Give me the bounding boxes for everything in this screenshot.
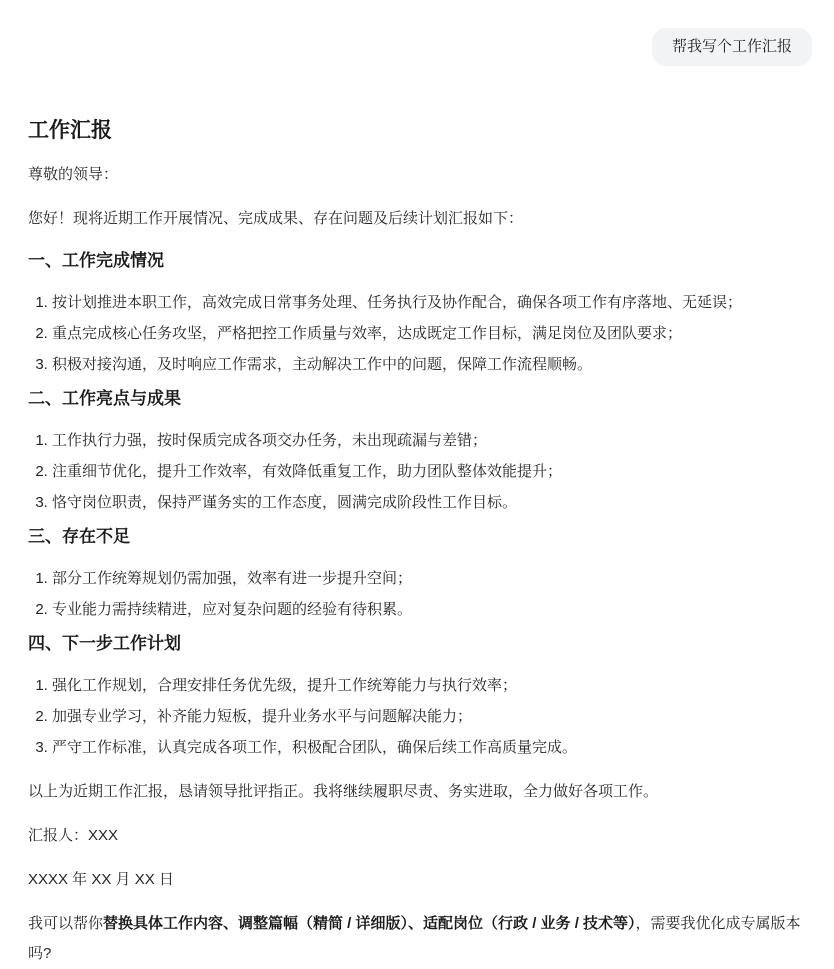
list-item: 2. 重点完成核心任务攻坚，严格把控工作质量与效率，达成既定工作目标，满足岗位及团队要求； <box>52 319 806 349</box>
section-list <box>28 426 806 518</box>
list-item: 1. 按计划推进本职工作，高效完成日常事务处理、任务执行及协作配合，确保各项工作有序落地、无延误； <box>52 288 806 318</box>
section-list <box>28 564 806 625</box>
list-item: 1. 工作执行力强，按时保质完成各项交办任务，未出现疏漏与差错； <box>52 426 806 456</box>
followup-bold: 替换具体工作内容、调整篇幅（精简 / 详细版）、适配岗位（行政 / 业务 / 技术等） <box>103 915 636 932</box>
list-item: 3. 严守工作标准，认真完成各项工作，积极配合团队，确保后续工作高质量完成。 <box>52 733 806 763</box>
reporter-line: 汇报人：XXX <box>28 827 119 844</box>
user-message-bubble: 帮我写个工作汇报 <box>652 28 812 66</box>
list-item: 3. 恪守岗位职责，保持严谨务实的工作态度，圆满完成阶段性工作目标。 <box>52 488 806 518</box>
list-item: 3. 积极对接沟通，及时响应工作需求，主动解决工作中的问题，保障工作流程顺畅。 <box>52 350 806 380</box>
section-heading: 二、工作亮点与成果 <box>28 389 181 408</box>
section-heading: 三、存在不足 <box>28 527 130 546</box>
chat-user-row <box>0 0 834 66</box>
followup-prefix: 我可以帮你 <box>28 915 104 932</box>
date-line: XXXX 年 XX 月 XX 日 <box>28 871 174 888</box>
report-section-4 <box>28 631 806 763</box>
intro-paragraph: 您好！现将近期工作开展情况、完成成果、存在问题及后续计划汇报如下： <box>28 210 524 227</box>
salutation: 尊敬的领导： <box>28 166 119 183</box>
section-list <box>28 671 806 763</box>
section-heading: 四、下一步工作计划 <box>28 634 181 653</box>
closing-paragraph: 以上为近期工作汇报，恳请领导批评指正。我将继续履职尽责、务实进取，全力做好各项工作。 <box>28 783 659 800</box>
list-item: 2. 加强专业学习，补齐能力短板，提升业务水平与问题解决能力； <box>52 702 806 732</box>
followup-suffix: ，需要我优化成专属版本吗? <box>28 915 801 962</box>
report-section-1 <box>28 248 806 380</box>
list-item: 1. 部分工作统筹规划仍需加强，效率有进一步提升空间； <box>52 564 806 594</box>
report-section-2 <box>28 386 806 518</box>
list-item: 2. 专业能力需持续精进，应对复杂问题的经验有待积累。 <box>52 595 806 625</box>
list-item: 2. 注重细节优化，提升工作效率，有效降低重复工作，助力团队整体效能提升； <box>52 457 806 487</box>
report-section-3 <box>28 524 806 625</box>
assistant-followup <box>28 909 806 969</box>
section-heading: 一、工作完成情况 <box>28 251 164 270</box>
report-title: 工作汇报 <box>28 119 112 142</box>
list-item: 1. 强化工作规划，合理安排任务优先级，提升工作统筹能力与执行效率； <box>52 671 806 701</box>
section-list <box>28 288 806 380</box>
assistant-response <box>0 116 834 969</box>
